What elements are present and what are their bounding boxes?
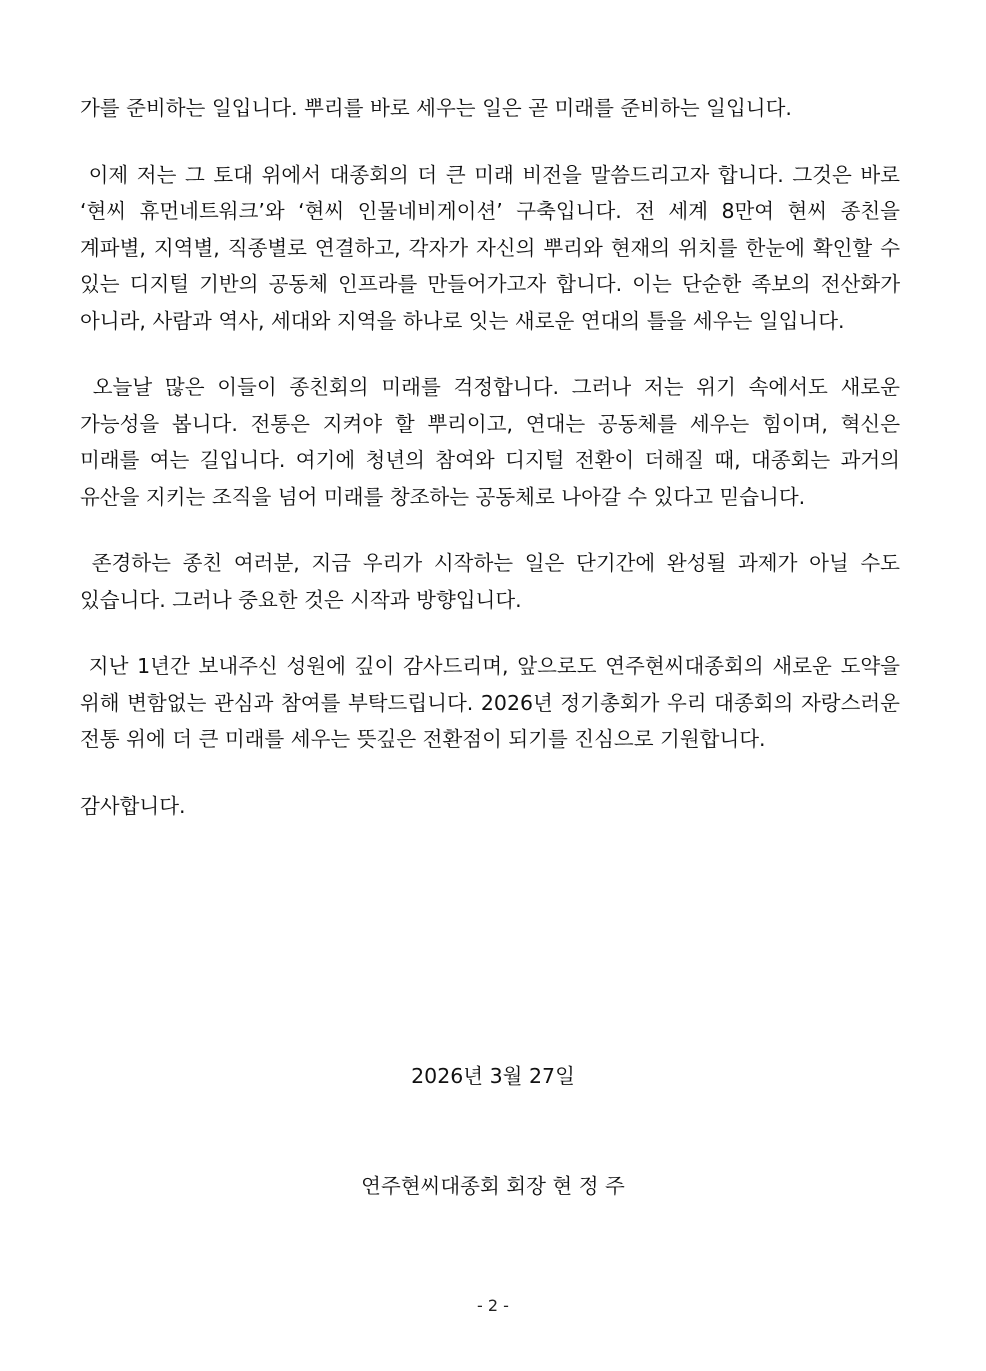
paragraph-possibility: 오늘날 많은 이들이 종친회의 미래를 걱정합니다. 그러나 저는 위기 속에서도 새로운 가능성을 봅니다. 전통은 지켜야 할 뿌리이고, 연대는 공동체를 세우는 힘이며, 혁신은 미래를 여는 길입니다. 여기에 청년의 참여와 디지털 전환이 더해질 때, 대종회는 과거의 유산을 지키는 조직을 넘어 미래를 창조하는 공동체로 나아갈 수 있다고 믿습니다. <box>80 375 907 509</box>
letter-body <box>80 90 907 824</box>
paragraph-continued: 가를 준비하는 일입니다. 뿌리를 바로 세우는 일은 곧 미래를 준비하는 일입니다. <box>80 96 792 120</box>
paragraph-gratitude: 지난 1년간 보내주신 성원에 깊이 감사드리며, 앞으로도 연주현씨대종회의 새로운 도약을 위해 변함없는 관심과 참여를 부탁드립니다. 2026년 정기총회가 우리 대종회의 자랑스러운 전통 위에 더 큰 미래를 세우는 뜻깊은 전환점이 되기를 진심으로 기원합니다. <box>80 654 907 751</box>
paragraph-address: 존경하는 종친 여러분, 지금 우리가 시작하는 일은 단기간에 완성될 과제가 아닐 수도 있습니다. 그러나 중요한 것은 시작과 방향입니다. <box>80 551 907 612</box>
letter-date: 2026년 3월 27일 <box>411 1064 575 1088</box>
closing-thanks: 감사합니다. <box>80 793 186 818</box>
signature-line: 연주현씨대종회 회장 현 정 주 <box>361 1174 625 1198</box>
page-number: - 2 - <box>477 1296 509 1315</box>
paragraph-future-vision: 이제 저는 그 토대 위에서 대종회의 더 큰 미래 비전을 말씀드리고자 합니다. 그것은 바로 ‘현씨 휴먼네트워크’와 ‘현씨 인물네비게이션’ 구축입니다. 전 세계 8만여 현씨 종친을 계파별, 지역별, 직종별로 연결하고, 각자가 자신의 뿌리와 현재의 위치를 한눈에 확인할 수 있는 디지털 기반의 공동체 인프라를 만들어가고자 합니다. 이는 단순한 족보의 전산화가 아니라, 사람과 역사, 세대와 지역을 하나로 잇는 새로운 연대의 틀을 세우는 일입니다. <box>80 162 907 333</box>
